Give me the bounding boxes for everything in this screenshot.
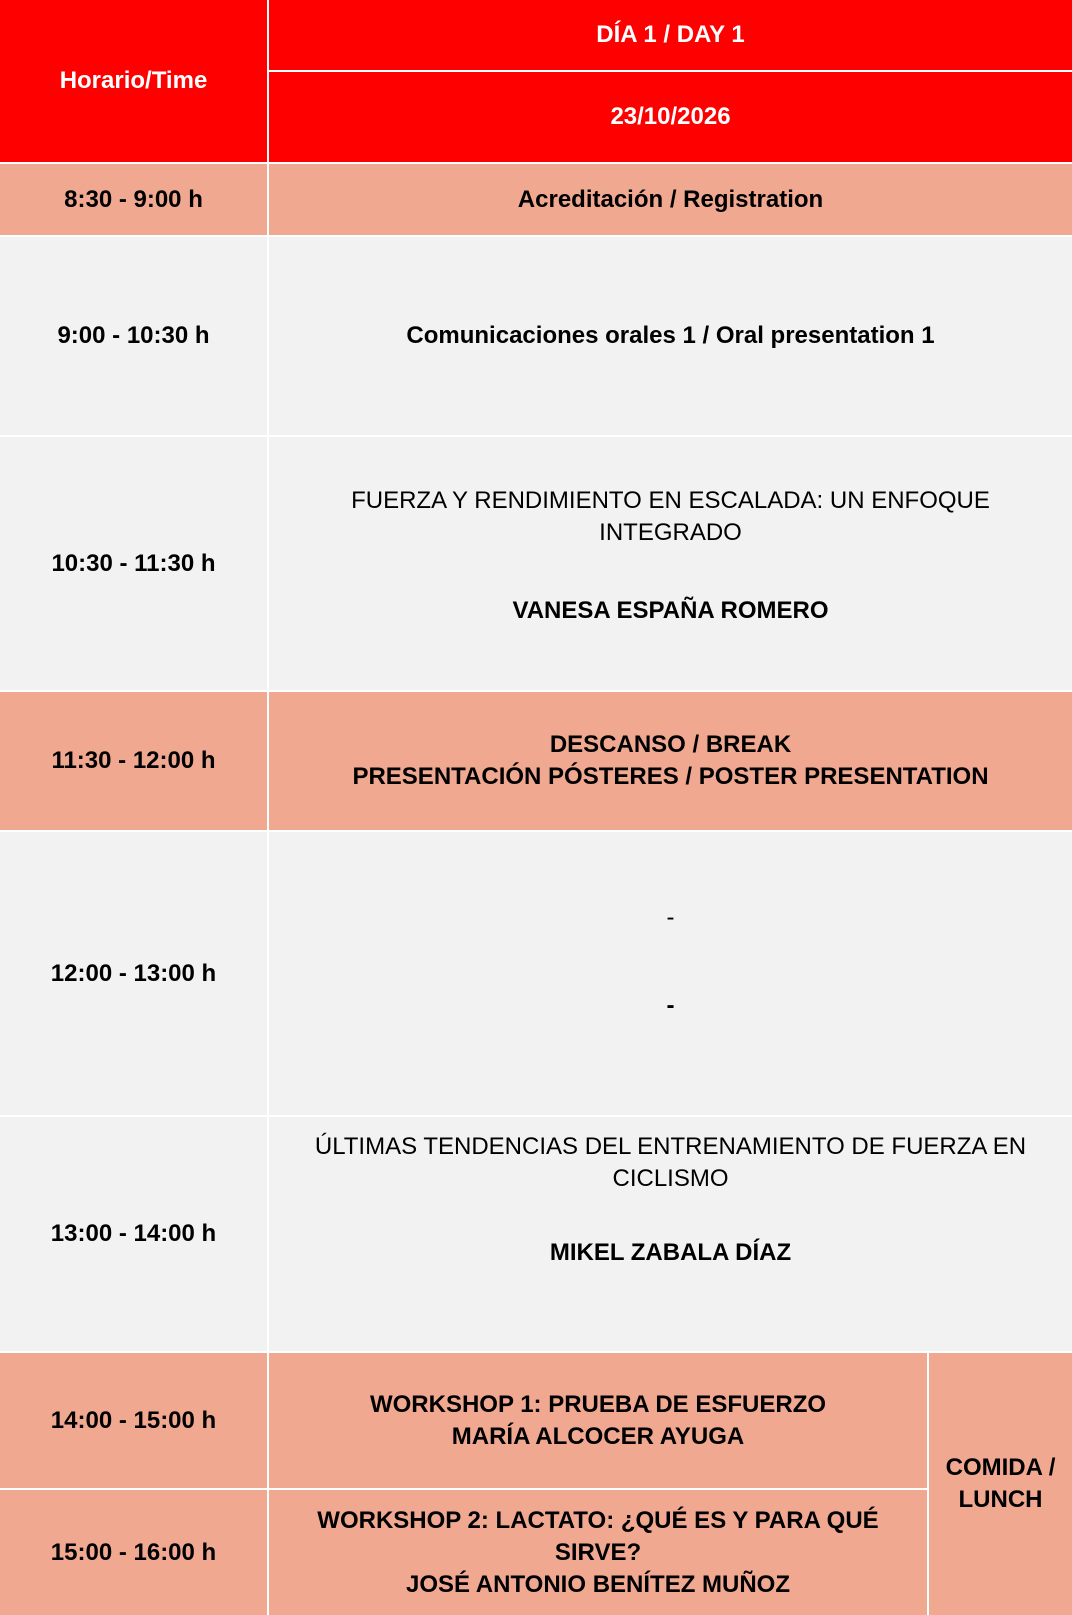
table-row-event	[269, 237, 1072, 435]
table-row-event	[269, 1353, 927, 1488]
table-row-time	[0, 237, 267, 435]
table-row-time	[0, 164, 267, 235]
table-row-event	[269, 1117, 1072, 1351]
table-row-time	[0, 1490, 267, 1615]
workshop-speaker: JOSÉ ANTONIO BENÍTEZ MUÑOZ	[405, 1570, 791, 1598]
time-slot: 9:00 - 10:30 h	[57, 322, 210, 349]
time-slot: 15:00 - 16:00 h	[50, 1538, 217, 1566]
talk-title: -	[666, 904, 675, 931]
lunch-cell	[929, 1353, 1072, 1615]
date-header	[269, 72, 1072, 162]
time-slot: 12:00 - 13:00 h	[50, 959, 217, 987]
workshop-title: WORKSHOP 2: LACTATO: ¿QUÉ ES Y PARA QUÉ SIRVE?	[317, 1506, 879, 1566]
time-column-header	[0, 0, 267, 162]
event-subtitle: PRESENTACIÓN PÓSTERES / POSTER PRESENTATION	[352, 763, 989, 790]
time-slot: 11:30 - 12:00 h	[51, 747, 216, 774]
table-row-time	[0, 692, 267, 830]
talk-title: FUERZA Y RENDIMIENTO EN ESCALADA: UN ENFOQUE INTEGRADO	[351, 487, 990, 546]
table-row-time	[0, 437, 267, 690]
date-header-label: 23/10/2026	[610, 103, 731, 130]
table-row-event	[269, 164, 1072, 235]
table-row-event	[269, 692, 1072, 830]
speaker-name: VANESA ESPAÑA ROMERO	[512, 597, 829, 624]
day-header	[269, 0, 1072, 70]
table-row-event	[269, 832, 1072, 1115]
event-title: Comunicaciones orales 1 / Oral presentation 1	[406, 322, 935, 349]
lunch-label: COMIDA / LUNCH	[945, 1454, 1056, 1513]
event-title: DESCANSO / BREAK	[549, 731, 792, 758]
table-row-time	[0, 1117, 267, 1351]
time-column-header-label: Horario/Time	[59, 67, 208, 94]
table-row-time	[0, 1353, 267, 1488]
table-row-event	[269, 437, 1072, 690]
time-slot: 13:00 - 14:00 h	[50, 1220, 217, 1247]
time-slot: 8:30 - 9:00 h	[64, 185, 203, 213]
speaker-name: MIKEL ZABALA DÍAZ	[549, 1239, 792, 1266]
talk-title: ÚLTIMAS TENDENCIAS DEL ENTRENAMIENTO DE FUERZA EN CICLISMO	[314, 1133, 1027, 1192]
time-slot: 10:30 - 11:30 h	[51, 549, 216, 577]
speaker-name: -	[666, 992, 675, 1019]
day-header-label: DÍA 1 / DAY 1	[596, 21, 745, 48]
table-row-event	[269, 1490, 927, 1615]
event-title: Acreditación / Registration	[517, 185, 824, 213]
workshop-speaker: MARÍA ALCOCER AYUGA	[451, 1422, 745, 1450]
workshop-title: WORKSHOP 1: PRUEBA DE ESFUERZO	[369, 1390, 827, 1418]
time-slot: 14:00 - 15:00 h	[50, 1406, 217, 1434]
table-row-time	[0, 832, 267, 1115]
